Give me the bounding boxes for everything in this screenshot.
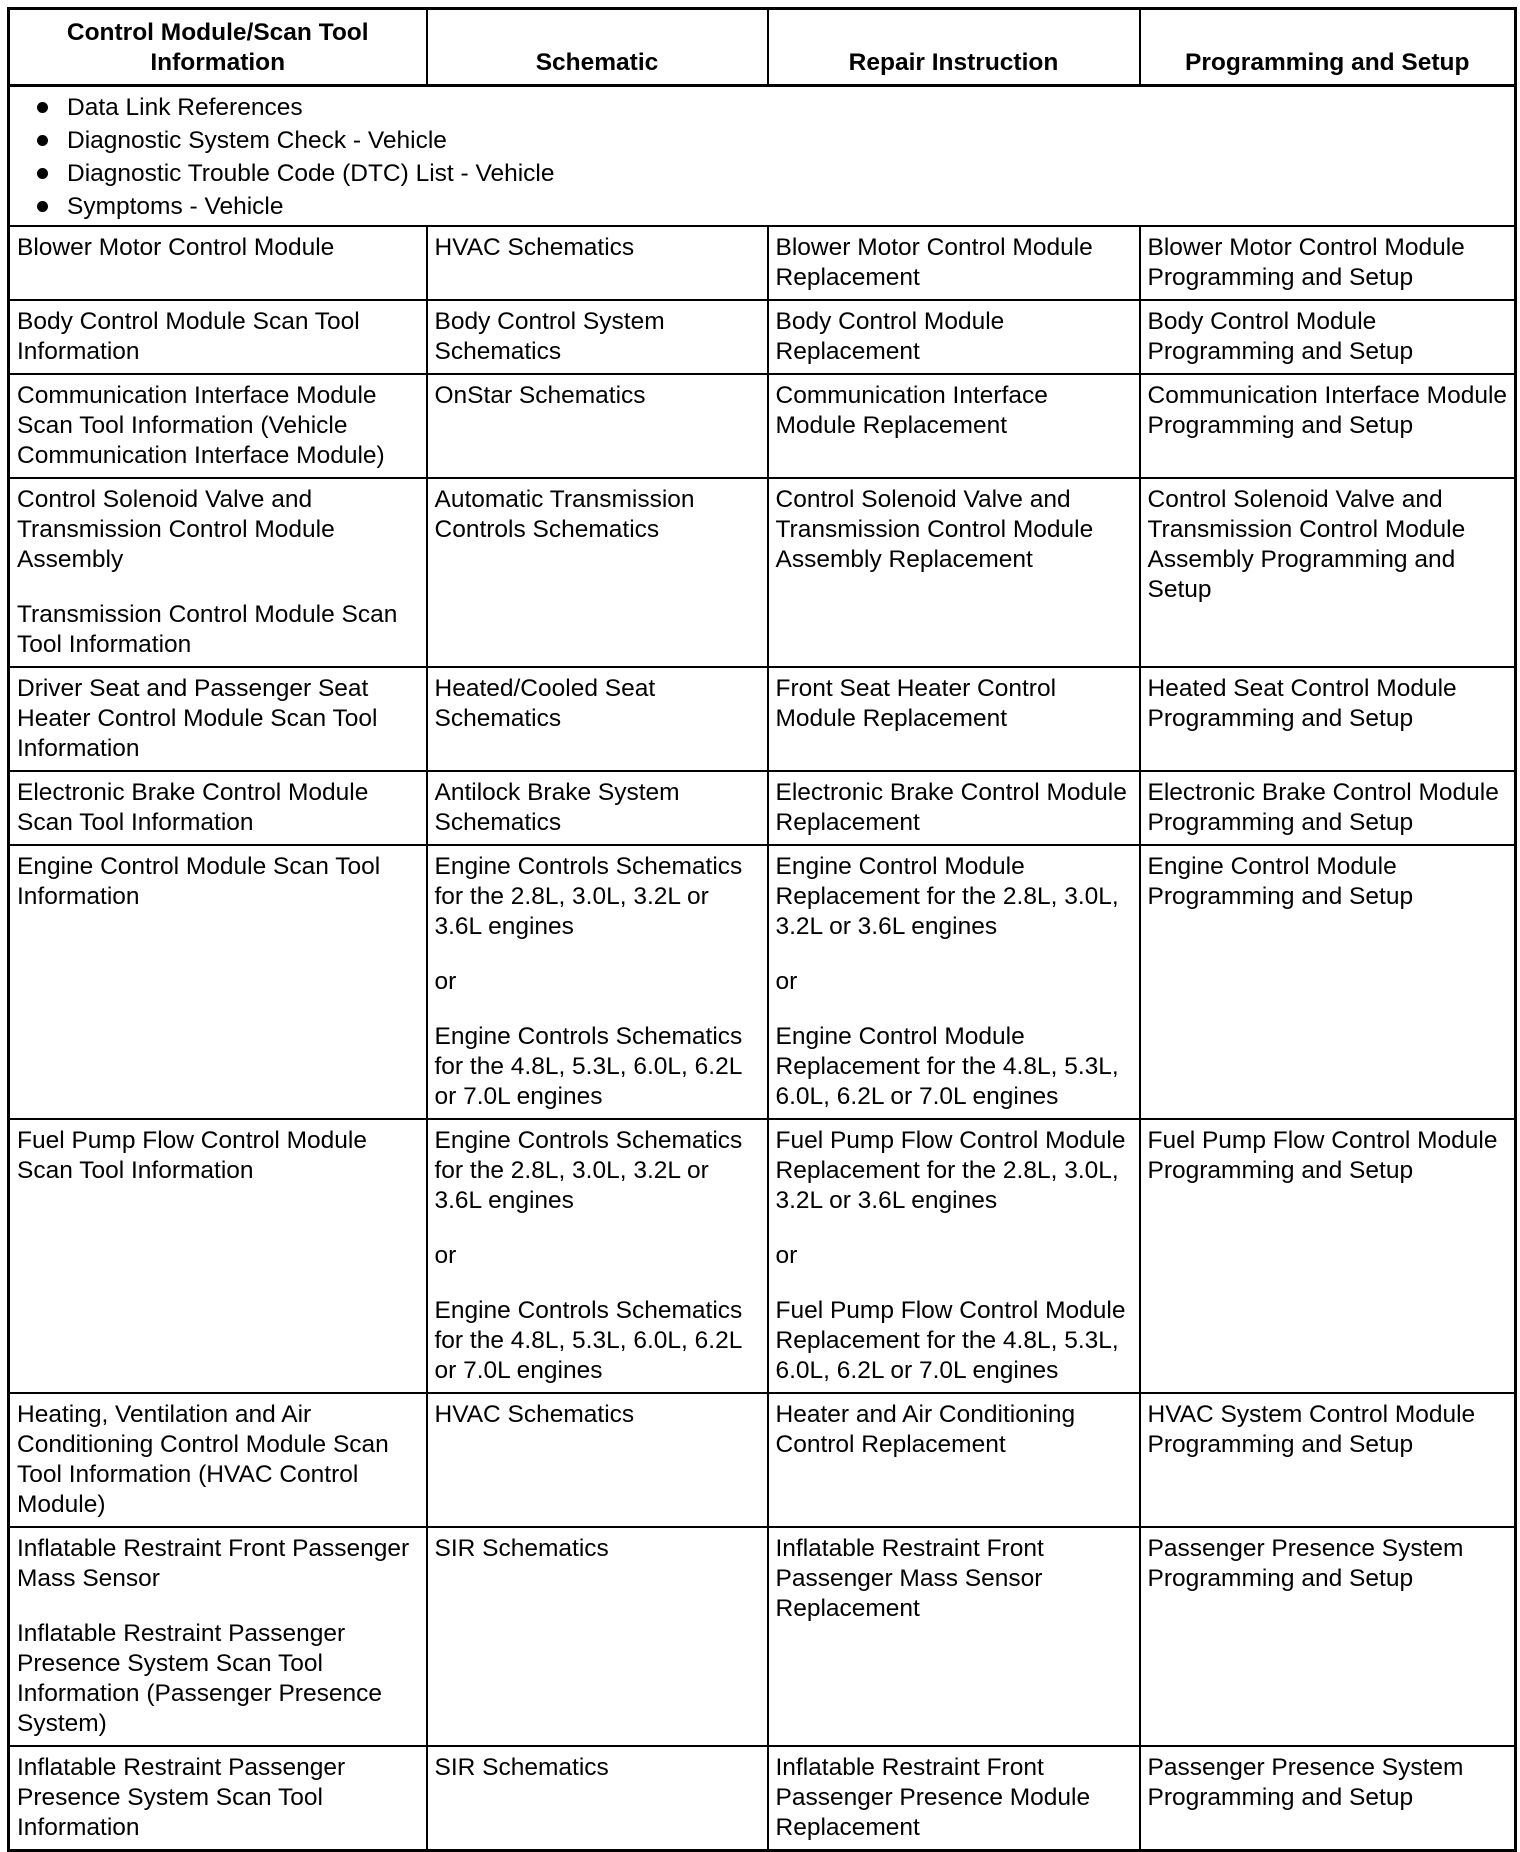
programming-cell — [1140, 771, 1516, 845]
repair-cell-text: Communication Interface Module Replacement — [775, 382, 1048, 439]
programming-cell-text: Control Solenoid Valve and Transmission Control Module Assembly Programming and Setup — [1147, 486, 1466, 603]
programming-cell — [1140, 667, 1516, 771]
module-cell — [9, 845, 427, 1119]
repair-cell-text: Engine Control Module Replacement for the 4.8L, 5.3L, 6.0L, 6.2L or 7.0L engines — [775, 1023, 1119, 1110]
programming-cell-text: Communication Interface Module Programming and Setup — [1147, 382, 1508, 439]
repair-cell-text: Fuel Pump Flow Control Module Replacement for the 2.8L, 3.0L, 3.2L or 3.6L engines — [775, 1127, 1126, 1214]
programming-cell-text: Fuel Pump Flow Control Module Programming and Setup — [1147, 1127, 1498, 1184]
repair-cell-text: Inflatable Restraint Front Passenger Mass Sensor Replacement — [775, 1535, 1044, 1622]
module-cell-text: Inflatable Restraint Front Passenger Mass Sensor — [17, 1535, 410, 1592]
module-cell-text: Inflatable Restraint Passenger Presence System Scan Tool Information — [17, 1754, 346, 1841]
header-programming: Programming and Setup — [1140, 9, 1516, 86]
module-cell — [9, 1119, 427, 1393]
module-cell — [9, 771, 427, 845]
schematic-cell-text: Engine Controls Schematics for the 4.8L, 5.3L, 6.0L, 6.2L or 7.0L engines — [434, 1297, 743, 1384]
repair-cell — [768, 667, 1140, 771]
repair-cell — [768, 1746, 1140, 1851]
repair-cell-text: Heater and Air Conditioning Control Replacement — [775, 1401, 1076, 1458]
programming-cell-text: Body Control Module Programming and Setup — [1147, 308, 1414, 365]
repair-cell-text: Fuel Pump Flow Control Module Replacement for the 4.8L, 5.3L, 6.0L, 6.2L or 7.0L engines — [775, 1297, 1126, 1384]
programming-cell — [1140, 300, 1516, 374]
schematic-cell — [427, 1527, 768, 1746]
table-row — [9, 1119, 1516, 1393]
module-cell — [9, 300, 427, 374]
programming-cell-text: HVAC System Control Module Programming and Setup — [1147, 1401, 1476, 1458]
repair-cell-text: Blower Motor Control Module Replacement — [775, 234, 1093, 291]
schematic-cell-text: Antilock Brake System Schematics — [434, 779, 680, 836]
module-cell-text: Electronic Brake Control Module Scan Tool Information — [17, 779, 369, 836]
table-row — [9, 1393, 1516, 1527]
programming-cell — [1140, 226, 1516, 300]
schematic-cell-text: SIR Schematics — [434, 1754, 609, 1781]
schematic-cell-text: or — [434, 968, 457, 995]
module-cell-text: Engine Control Module Scan Tool Information — [17, 853, 381, 910]
programming-cell-text: Engine Control Module Programming and Setup — [1147, 853, 1414, 910]
header-repair: Repair Instruction — [768, 9, 1140, 86]
table-row — [9, 1746, 1516, 1851]
programming-cell — [1140, 478, 1516, 667]
schematic-cell — [427, 478, 768, 667]
module-cell-text: Communication Interface Module Scan Tool Information (Vehicle Communication Interface Module) — [17, 382, 385, 469]
table-row — [9, 771, 1516, 845]
intro-item[interactable]: Data Link References — [17, 91, 1507, 124]
programming-cell-text: Passenger Presence System Programming and Setup — [1147, 1535, 1464, 1592]
programming-cell-text: Passenger Presence System Programming and Setup — [1147, 1754, 1464, 1811]
schematic-cell-text: or — [434, 1242, 457, 1269]
repair-cell — [768, 374, 1140, 478]
repair-cell — [768, 1527, 1140, 1746]
module-cell — [9, 478, 427, 667]
table-row — [9, 667, 1516, 771]
programming-cell-text: Heated Seat Control Module Programming and Setup — [1147, 675, 1457, 732]
repair-cell — [768, 1393, 1140, 1527]
schematic-cell-text: Body Control System Schematics — [434, 308, 665, 365]
repair-cell — [768, 845, 1140, 1119]
schematic-cell-text: Engine Controls Schematics for the 4.8L, 5.3L, 6.0L, 6.2L or 7.0L engines — [434, 1023, 743, 1110]
module-cell — [9, 226, 427, 300]
module-cell-text: Heating, Ventilation and Air Conditioning Control Module Scan Tool Information (HVAC Control Module) — [17, 1401, 389, 1518]
repair-cell-text: or — [775, 968, 798, 995]
programming-cell — [1140, 1119, 1516, 1393]
module-cell — [9, 667, 427, 771]
intro-item[interactable]: Diagnostic System Check - Vehicle — [17, 124, 1507, 157]
schematic-cell-text: HVAC Schematics — [434, 1401, 635, 1428]
repair-cell — [768, 478, 1140, 667]
table-row — [9, 374, 1516, 478]
schematic-cell — [427, 1393, 768, 1527]
table-row — [9, 478, 1516, 667]
intro-list — [17, 91, 1507, 223]
programming-cell-text: Blower Motor Control Module Programming and Setup — [1147, 234, 1465, 291]
module-cell-text: Inflatable Restraint Passenger Presence System Scan Tool Information (Passenger Presence System) — [17, 1620, 382, 1737]
repair-cell-text: Front Seat Heater Control Module Replacement — [775, 675, 1057, 732]
schematic-cell-text: HVAC Schematics — [434, 234, 635, 261]
module-cell — [9, 374, 427, 478]
module-cell — [9, 1393, 427, 1527]
schematic-cell — [427, 845, 768, 1119]
module-cell-text: Transmission Control Module Scan Tool Information — [17, 601, 398, 658]
schematic-cell — [427, 300, 768, 374]
repair-cell-text: or — [775, 1242, 798, 1269]
header-schematic: Schematic — [427, 9, 768, 86]
repair-cell — [768, 300, 1140, 374]
repair-cell-text: Body Control Module Replacement — [775, 308, 1005, 365]
intro-item[interactable]: Symptoms - Vehicle — [17, 190, 1507, 223]
programming-cell — [1140, 845, 1516, 1119]
table-row — [9, 845, 1516, 1119]
schematic-cell-text: Heated/Cooled Seat Schematics — [434, 675, 656, 732]
schematic-cell-text: SIR Schematics — [434, 1535, 609, 1562]
module-cell-text: Blower Motor Control Module — [17, 234, 335, 261]
repair-cell-text: Engine Control Module Replacement for the 2.8L, 3.0L, 3.2L or 3.6L engines — [775, 853, 1119, 940]
header-module: Control Module/Scan Tool Information — [9, 9, 427, 86]
schematic-cell-text: Engine Controls Schematics for the 2.8L, 3.0L, 3.2L or 3.6L engines — [434, 853, 743, 940]
module-reference-table — [7, 7, 1517, 1852]
intro-cell — [9, 86, 1516, 227]
schematic-cell-text: Engine Controls Schematics for the 2.8L, 3.0L, 3.2L or 3.6L engines — [434, 1127, 743, 1214]
repair-cell-text: Electronic Brake Control Module Replacement — [775, 779, 1127, 836]
schematic-cell — [427, 226, 768, 300]
repair-cell — [768, 1119, 1140, 1393]
repair-cell-text: Inflatable Restraint Front Passenger Presence Module Replacement — [775, 1754, 1091, 1841]
repair-cell — [768, 771, 1140, 845]
schematic-cell — [427, 667, 768, 771]
schematic-cell — [427, 1119, 768, 1393]
table-row — [9, 300, 1516, 374]
module-cell — [9, 1527, 427, 1746]
header-row — [9, 9, 1516, 86]
intro-row — [9, 86, 1516, 227]
schematic-cell-text: Automatic Transmission Controls Schematics — [434, 486, 695, 543]
schematic-cell — [427, 374, 768, 478]
table-row — [9, 226, 1516, 300]
programming-cell — [1140, 1746, 1516, 1851]
repair-cell-text: Control Solenoid Valve and Transmission Control Module Assembly Replacement — [775, 486, 1094, 573]
programming-cell — [1140, 1527, 1516, 1746]
schematic-cell-text: OnStar Schematics — [434, 382, 646, 409]
programming-cell — [1140, 1393, 1516, 1527]
module-cell-text: Fuel Pump Flow Control Module Scan Tool Information — [17, 1127, 367, 1184]
repair-cell — [768, 226, 1140, 300]
programming-cell-text: Electronic Brake Control Module Programming and Setup — [1147, 779, 1499, 836]
module-cell-text: Control Solenoid Valve and Transmission Control Module Assembly — [17, 486, 335, 573]
module-cell — [9, 1746, 427, 1851]
schematic-cell — [427, 771, 768, 845]
table-row — [9, 1527, 1516, 1746]
schematic-cell — [427, 1746, 768, 1851]
module-cell-text: Body Control Module Scan Tool Information — [17, 308, 360, 365]
programming-cell — [1140, 374, 1516, 478]
module-cell-text: Driver Seat and Passenger Seat Heater Control Module Scan Tool Information — [17, 675, 378, 762]
intro-item[interactable]: Diagnostic Trouble Code (DTC) List - Vehicle — [17, 157, 1507, 190]
